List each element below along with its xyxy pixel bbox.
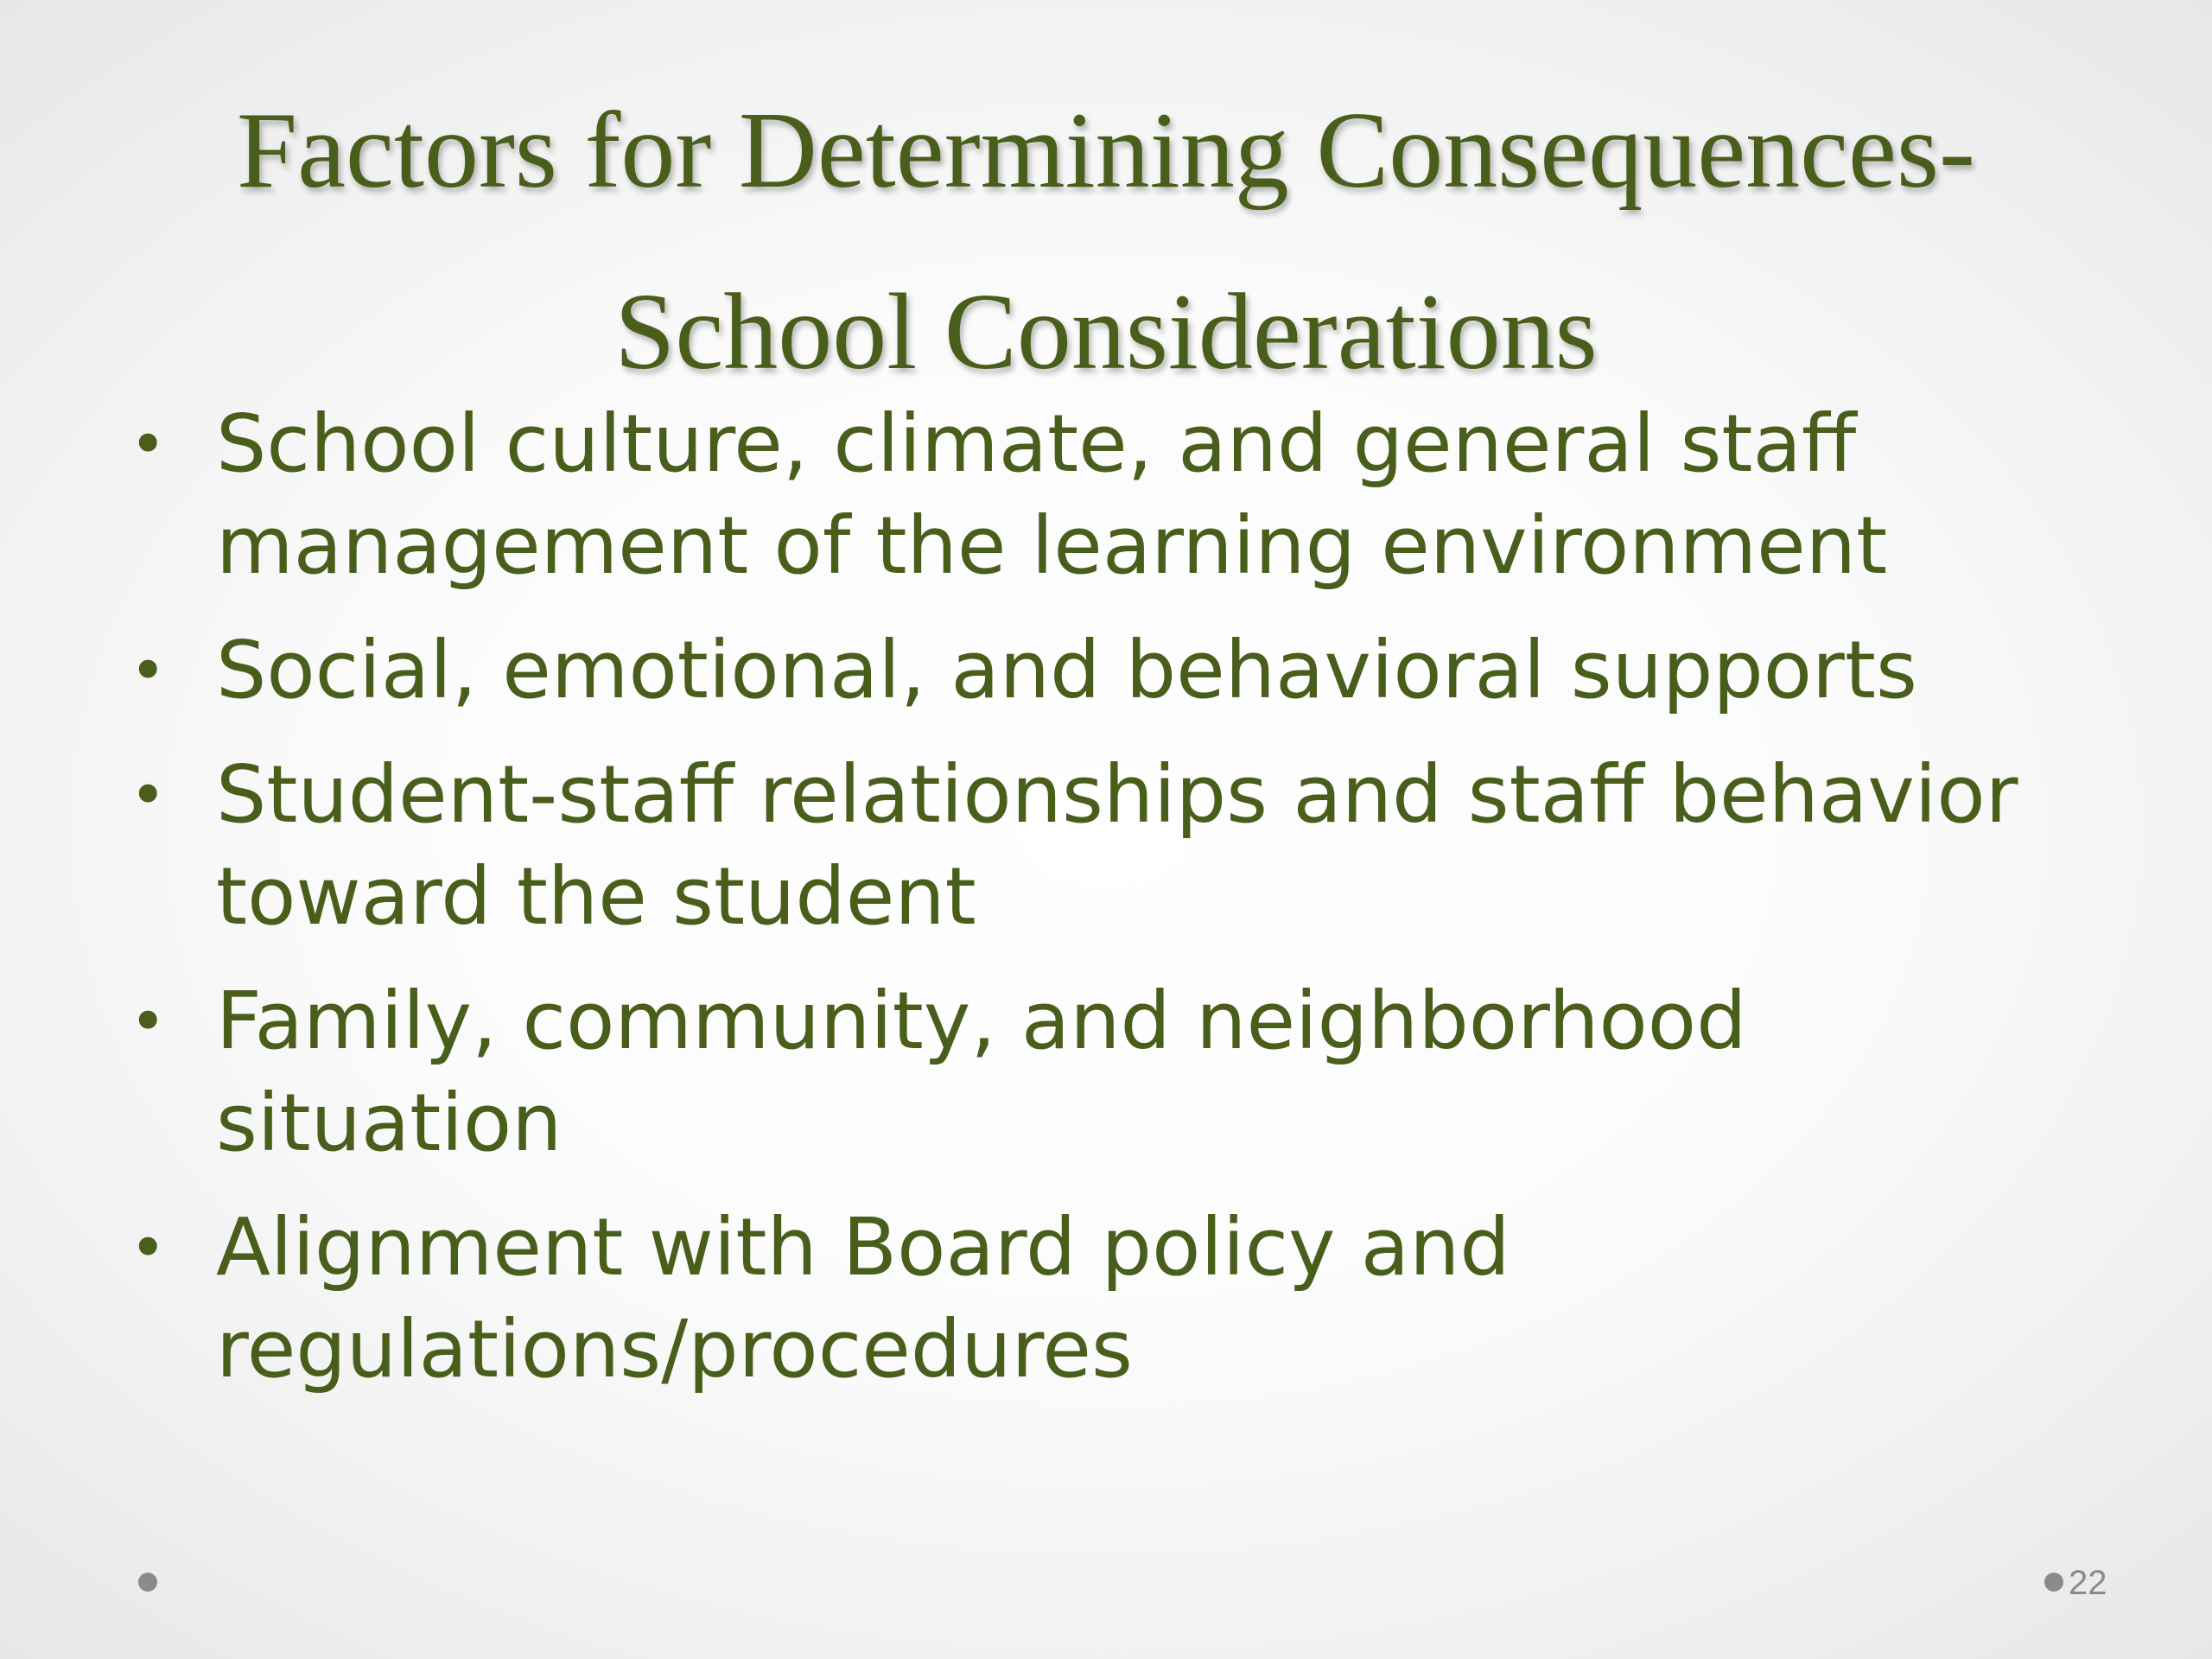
footer-left-dot-icon xyxy=(138,1573,157,1592)
bullet-icon: • xyxy=(130,408,167,480)
page-number: 22 xyxy=(2069,1564,2107,1602)
bullet-item xyxy=(130,744,2108,948)
bullet-icon: • xyxy=(130,759,167,831)
bullet-item xyxy=(130,1197,2108,1401)
slide-title xyxy=(52,60,2160,423)
bullet-item xyxy=(130,970,2108,1174)
bullet-text: Alignment with Board policy and regulations/procedures xyxy=(216,1201,1510,1395)
bullet-item xyxy=(130,393,2108,597)
bullet-icon: • xyxy=(130,634,167,707)
bullet-text: Social, emotional, and behavioral supports xyxy=(216,624,1917,716)
bullet-icon: • xyxy=(130,1211,167,1284)
bullet-item xyxy=(130,620,2108,721)
bullet-icon: • xyxy=(130,985,167,1058)
bullet-text: Student-staff relationships and staff behavior toward the student xyxy=(216,748,2018,943)
footer-right-dot-icon xyxy=(2044,1573,2063,1592)
bullet-text: School culture, climate, and general staff management of the learning environment xyxy=(216,397,1888,592)
slide-title-line-1: Factors for Determining Consequences- xyxy=(237,91,1975,211)
bullet-text: Family, community, and neighborhood situation xyxy=(216,975,1747,1169)
slide-title-line-2: School Considerations xyxy=(614,272,1598,392)
bullet-list xyxy=(130,393,2108,1423)
